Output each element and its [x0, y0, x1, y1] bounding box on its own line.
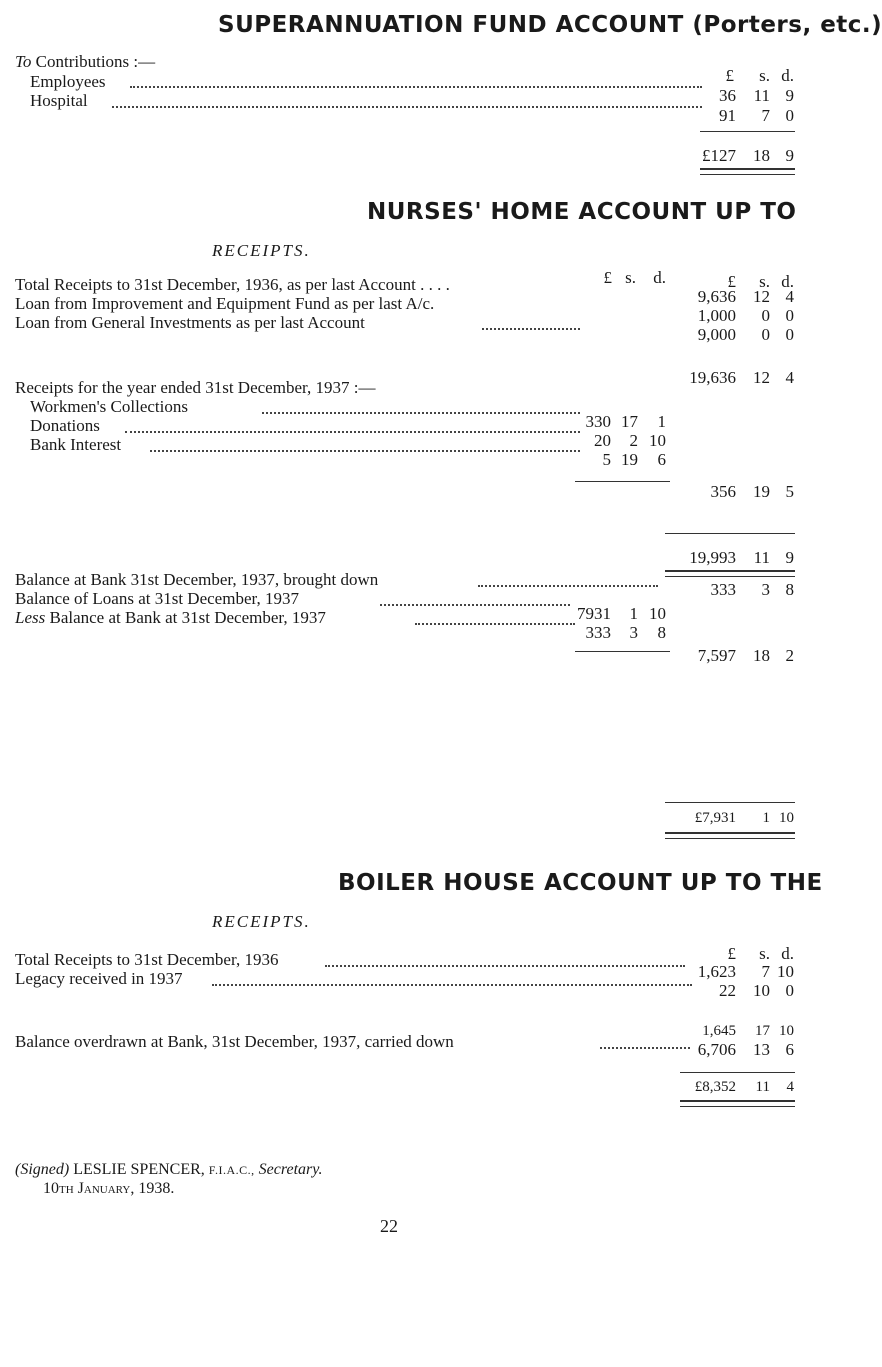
- row-label: Loan from Improvement and Equipment Fund as per last A/c.: [15, 294, 435, 313]
- amount-pounds: 22: [719, 981, 736, 1000]
- amount-pounds: 1,623: [697, 962, 736, 981]
- page-number: 22: [380, 1216, 398, 1236]
- amount-shillings: 3: [761, 580, 770, 599]
- year-receipts-heading: Receipts for the year ended 31st December, 1937 :—: [15, 378, 376, 397]
- boiler-col-shilling: s.: [759, 944, 770, 963]
- amount-pence: 9: [785, 86, 794, 105]
- amount-shillings: 12: [753, 368, 770, 387]
- amount-pounds: 1,000: [697, 306, 736, 325]
- amount-shillings: 3: [629, 623, 638, 642]
- amount-pence: 9: [785, 146, 794, 165]
- amount-shillings: 12: [753, 287, 770, 306]
- amount-pence: 4: [785, 368, 794, 387]
- nurses-col1-shilling: s.: [625, 268, 636, 287]
- row-label: Bank Interest: [30, 435, 122, 454]
- super-col-pound: £: [725, 66, 734, 85]
- to-label: To: [15, 52, 32, 71]
- amount-pounds: 7,597: [697, 646, 736, 665]
- amount-shillings: 17: [621, 412, 638, 431]
- amount-shillings: 0: [761, 306, 770, 325]
- amount-shillings: 11: [755, 1079, 770, 1095]
- amount-pence: 6: [785, 1040, 794, 1059]
- super-col-pence: d.: [781, 66, 794, 85]
- amount-shillings: 0: [761, 325, 770, 344]
- amount-pence: 8: [785, 580, 794, 599]
- row-label: Employees: [30, 72, 106, 91]
- amount-shillings: 18: [753, 646, 770, 665]
- amount-pence: 10: [779, 1023, 794, 1039]
- amount-pounds: 91: [719, 106, 736, 125]
- amount-pounds: 333: [585, 623, 611, 642]
- amount-pence: 0: [785, 325, 794, 344]
- boiler-subheading: RECEIPTS.: [212, 912, 311, 931]
- amount-shillings: 13: [753, 1040, 770, 1059]
- amount-pence: 1: [657, 412, 666, 431]
- superannuation-heading: SUPERANNUATION FUND ACCOUNT (Porters, etc.): [218, 12, 882, 38]
- amount-pounds: £8,352: [694, 1079, 736, 1095]
- amount-pence: 10: [777, 962, 794, 981]
- signatory-qualifications: F.I.A.C.,: [208, 1163, 255, 1177]
- row-label: Balance at Bank 31st December, 1937, brought down: [15, 570, 379, 589]
- row-label: [15, 608, 326, 628]
- nurses-col1-pence: d.: [653, 268, 666, 287]
- row-label: Total Receipts to 31st December, 1936, as per last Account . . . .: [15, 275, 450, 294]
- row-label: Legacy received in 1937: [15, 969, 183, 988]
- amount-pence: 10: [649, 431, 666, 450]
- nurses-subheading: RECEIPTS.: [212, 241, 311, 260]
- amount-pounds: £7,931: [694, 810, 736, 826]
- less-text: Balance at Bank at 31st December, 1937: [49, 608, 326, 627]
- amount-pence: 2: [785, 646, 794, 665]
- amount-pounds: 356: [710, 482, 736, 501]
- amount-pounds: 330: [585, 412, 611, 431]
- boiler-col-pound: £: [727, 944, 736, 963]
- signatory-title: Secretary.: [258, 1161, 323, 1178]
- amount-pounds: 6,706: [697, 1040, 736, 1059]
- amount-pence: 4: [785, 287, 794, 306]
- nurses-col2-pound: £: [727, 272, 736, 291]
- boiler-heading: BOILER HOUSE ACCOUNT UP TO THE: [338, 870, 823, 896]
- row-label: Balance of Loans at 31st December, 1937: [15, 589, 299, 608]
- amount-shillings: 19: [621, 450, 638, 469]
- nurses-col1-pound: £: [603, 268, 612, 287]
- amount-pounds: 36: [719, 86, 736, 105]
- amount-pounds: 19,993: [689, 548, 736, 567]
- super-col-shilling: s.: [759, 66, 770, 85]
- amount-shillings: 17: [755, 1023, 770, 1039]
- amount-pounds: 1,645: [702, 1023, 736, 1039]
- amount-shillings: 7: [761, 106, 770, 125]
- amount-shillings: 7: [761, 962, 770, 981]
- amount-pence: 4: [786, 1079, 794, 1095]
- boiler-col-pence: d.: [781, 944, 794, 963]
- signature-line: [15, 1161, 322, 1179]
- amount-pence: 0: [785, 306, 794, 325]
- contributions-heading: [15, 52, 155, 72]
- amount-pounds: 19,636: [689, 368, 736, 387]
- signatory-name: LESLIE SPENCER,: [73, 1161, 205, 1178]
- amount-shillings: 2: [629, 431, 638, 450]
- amount-pence: 8: [657, 623, 666, 642]
- nurses-col2-pence: d.: [781, 272, 794, 291]
- amount-shillings: 1: [762, 810, 770, 826]
- amount-pence: 5: [785, 482, 794, 501]
- row-label: Hospital: [30, 91, 88, 110]
- amount-pounds: 5: [602, 450, 611, 469]
- amount-pence: 6: [657, 450, 666, 469]
- amount-pounds: £127: [702, 146, 736, 165]
- nurses-col2-shilling: s.: [759, 272, 770, 291]
- contributions-label: Contributions :—: [35, 52, 156, 71]
- amount-pence: 0: [785, 106, 794, 125]
- amount-pence: 10: [779, 810, 794, 826]
- amount-shillings: 10: [753, 981, 770, 1000]
- row-label: Balance overdrawn at Bank, 31st December, 1937, carried down: [15, 1032, 454, 1051]
- amount-shillings: 19: [753, 482, 770, 501]
- amount-pounds: 7931: [577, 604, 611, 623]
- amount-pounds: 9,636: [697, 287, 736, 306]
- amount-shillings: 18: [753, 146, 770, 165]
- amount-pence: 0: [785, 981, 794, 1000]
- amount-shillings: 1: [629, 604, 638, 623]
- amount-pence: 9: [785, 548, 794, 567]
- row-label: Donations: [30, 416, 100, 435]
- signed-label: (Signed): [15, 1161, 70, 1178]
- signature-date: 10th January, 1938.: [43, 1180, 175, 1197]
- amount-shillings: 11: [753, 86, 770, 105]
- amount-shillings: 11: [753, 548, 770, 567]
- nurses-heading: NURSES' HOME ACCOUNT UP TO: [367, 199, 797, 225]
- amount-pounds: 20: [594, 431, 611, 450]
- amount-pounds: 9,000: [697, 325, 736, 344]
- row-label: Total Receipts to 31st December, 1936: [15, 950, 279, 969]
- amount-pence: 10: [649, 604, 666, 623]
- less-label: Less: [15, 608, 46, 627]
- amount-pounds: 333: [710, 580, 736, 599]
- row-label: Workmen's Collections: [30, 397, 188, 416]
- row-label: Loan from General Investments as per last Account: [15, 313, 365, 332]
